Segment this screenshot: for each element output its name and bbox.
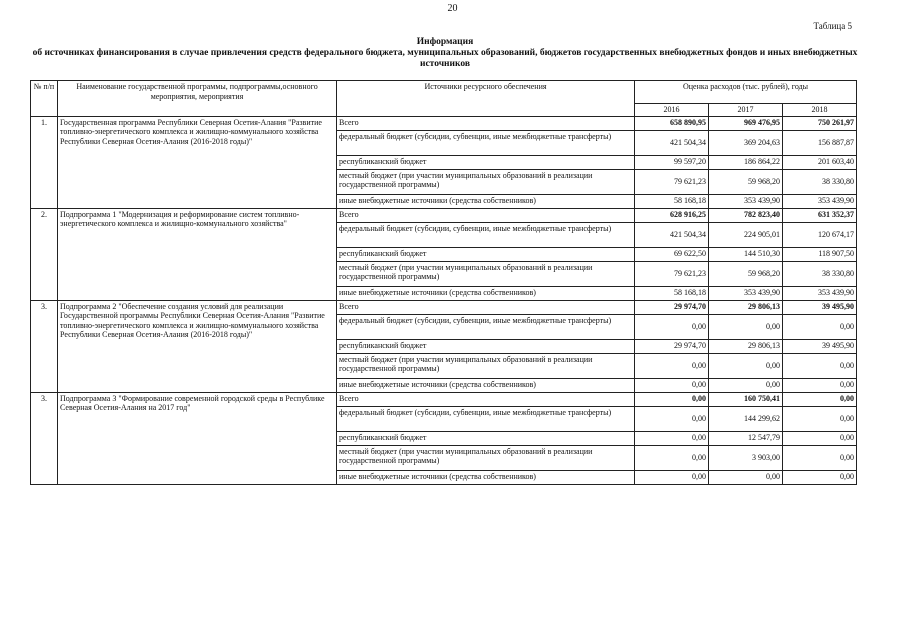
title-heading: Информация xyxy=(416,37,474,47)
amount-2018: 38 330,80 xyxy=(783,261,857,286)
program-name: Подпрограмма 3 "Формирование современной городской среды в Республике Северная Осетия-Алания на 2017 год" xyxy=(58,392,337,484)
amount-2016: 628 916,25 xyxy=(635,208,709,222)
amount-2018: 0,00 xyxy=(783,392,857,406)
amount-2018: 0,00 xyxy=(783,406,857,431)
header-year-2018: 2018 xyxy=(783,104,857,117)
funding-source: местный бюджет (при участии муниципальных образований в реализации государственной программы) xyxy=(337,169,635,194)
funding-source: федеральный бюджет (субсидии, субвенции, иные межбюджетные трансферты) xyxy=(337,222,635,247)
row-number: 3. xyxy=(31,392,58,484)
amount-2017: 353 439,90 xyxy=(709,286,783,300)
amount-2017: 0,00 xyxy=(709,470,783,484)
amount-2018: 750 261,97 xyxy=(783,116,857,130)
row-number: 2. xyxy=(31,208,58,300)
amount-2016: 0,00 xyxy=(635,378,709,392)
amount-2017: 59 968,20 xyxy=(709,169,783,194)
amount-2017: 353 439,90 xyxy=(709,194,783,208)
amount-2016: 0,00 xyxy=(635,470,709,484)
amount-2018: 0,00 xyxy=(783,353,857,378)
amount-2017: 29 806,13 xyxy=(709,339,783,353)
amount-2018: 353 439,90 xyxy=(783,286,857,300)
amount-2017: 0,00 xyxy=(709,353,783,378)
amount-2016: 0,00 xyxy=(635,431,709,445)
funding-source: республиканский бюджет xyxy=(337,247,635,261)
table-row xyxy=(31,208,857,222)
funding-source: иные внебюджетные источники (средства собственников) xyxy=(337,194,635,208)
amount-2017: 144 299,62 xyxy=(709,406,783,431)
financing-table xyxy=(30,80,857,485)
table-row xyxy=(31,392,857,406)
row-number: 1. xyxy=(31,116,58,208)
amount-2017: 29 806,13 xyxy=(709,300,783,314)
funding-source: иные внебюджетные источники (средства собственников) xyxy=(337,470,635,484)
funding-source: местный бюджет (при участии муниципальных образований в реализации государственной программы) xyxy=(337,353,635,378)
amount-2018: 0,00 xyxy=(783,378,857,392)
amount-2017: 0,00 xyxy=(709,378,783,392)
amount-2016: 58 168,18 xyxy=(635,194,709,208)
amount-2018: 39 495,90 xyxy=(783,339,857,353)
table-body xyxy=(31,81,857,485)
amount-2018: 39 495,90 xyxy=(783,300,857,314)
funding-source: местный бюджет (при участии муниципальных образований в реализации государственной программы) xyxy=(337,445,635,470)
table-row xyxy=(31,116,857,130)
header-source: Источники ресурсного обеспечения xyxy=(337,81,635,117)
amount-2018: 38 330,80 xyxy=(783,169,857,194)
amount-2017: 782 823,40 xyxy=(709,208,783,222)
funding-source: республиканский бюджет xyxy=(337,339,635,353)
amount-2016: 69 622,50 xyxy=(635,247,709,261)
header-row xyxy=(31,81,857,104)
amount-2016: 0,00 xyxy=(635,392,709,406)
funding-source: Всего xyxy=(337,208,635,222)
amount-2018: 201 603,40 xyxy=(783,155,857,169)
amount-2016: 0,00 xyxy=(635,406,709,431)
amount-2018: 631 352,37 xyxy=(783,208,857,222)
table-row xyxy=(31,300,857,314)
amount-2016: 29 974,70 xyxy=(635,339,709,353)
amount-2018: 156 887,87 xyxy=(783,130,857,155)
amount-2016: 658 890,95 xyxy=(635,116,709,130)
amount-2018: 118 907,50 xyxy=(783,247,857,261)
amount-2018: 353 439,90 xyxy=(783,194,857,208)
amount-2016: 58 168,18 xyxy=(635,286,709,300)
amount-2016: 421 504,34 xyxy=(635,130,709,155)
amount-2017: 969 476,95 xyxy=(709,116,783,130)
funding-source: республиканский бюджет xyxy=(337,155,635,169)
header-name: Наименование государственной программы, подпрограммы,основного мероприятия, мероприятия xyxy=(58,81,337,117)
program-name: Государственная программа Республики Северная Осетия-Алания "Развитие топливно-энергетического комплекса и жилищно-коммунального хозяйства Республики Северная Осетия-Алания (2016-2018 годы)" xyxy=(58,116,337,208)
document-title xyxy=(30,37,860,70)
header-year-2016: 2016 xyxy=(635,104,709,117)
amount-2016: 99 597,20 xyxy=(635,155,709,169)
amount-2016: 0,00 xyxy=(635,314,709,339)
amount-2017: 0,00 xyxy=(709,314,783,339)
table-label: Таблица 5 xyxy=(813,21,852,31)
amount-2016: 79 621,23 xyxy=(635,261,709,286)
title-subheading: об источниках финансирования в случае привлечения средств федерального бюджета, муниципальных образований, бюджетов государственных внебюджетных фондов и иных внебюджетных источников xyxy=(32,48,858,69)
header-year-2017: 2017 xyxy=(709,104,783,117)
amount-2018: 0,00 xyxy=(783,431,857,445)
amount-2017: 59 968,20 xyxy=(709,261,783,286)
amount-2016: 0,00 xyxy=(635,445,709,470)
amount-2017: 224 905,01 xyxy=(709,222,783,247)
funding-source: иные внебюджетные источники (средства собственников) xyxy=(337,286,635,300)
header-estimate: Оценка расходов (тыс. рублей), годы xyxy=(635,81,857,104)
funding-source: иные внебюджетные источники (средства собственников) xyxy=(337,378,635,392)
row-number: 3. xyxy=(31,300,58,392)
amount-2017: 160 750,41 xyxy=(709,392,783,406)
funding-source: федеральный бюджет (субсидии, субвенции, иные межбюджетные трансферты) xyxy=(337,314,635,339)
program-name: Подпрограмма 1 "Модернизация и реформирование систем топливно-энергетического комплекса и жилищно-коммунального хозяйства" xyxy=(58,208,337,300)
page-number: 20 xyxy=(447,3,458,14)
amount-2018: 0,00 xyxy=(783,445,857,470)
funding-source: Всего xyxy=(337,392,635,406)
amount-2017: 369 204,63 xyxy=(709,130,783,155)
funding-source: федеральный бюджет (субсидии, субвенции, иные межбюджетные трансферты) xyxy=(337,130,635,155)
amount-2016: 421 504,34 xyxy=(635,222,709,247)
funding-source: Всего xyxy=(337,300,635,314)
funding-source: Всего xyxy=(337,116,635,130)
funding-source: федеральный бюджет (субсидии, субвенции, иные межбюджетные трансферты) xyxy=(337,406,635,431)
amount-2016: 29 974,70 xyxy=(635,300,709,314)
header-num: № п/п xyxy=(31,81,58,117)
amount-2016: 0,00 xyxy=(635,353,709,378)
amount-2018: 120 674,17 xyxy=(783,222,857,247)
amount-2016: 79 621,23 xyxy=(635,169,709,194)
amount-2017: 144 510,30 xyxy=(709,247,783,261)
amount-2017: 12 547,79 xyxy=(709,431,783,445)
program-name: Подпрограмма 2 "Обеспечение создания условий для реализации Государственной программы Республики Северная Осетия-Алания "Развитие топливно-энергетического комплекса и жилищно-коммунального хозяйства Республики Северная Осетия-Алания (2016-2018 годы)" xyxy=(58,300,337,392)
funding-source: местный бюджет (при участии муниципальных образований в реализации государственной программы) xyxy=(337,261,635,286)
funding-source: республиканский бюджет xyxy=(337,431,635,445)
amount-2017: 186 864,22 xyxy=(709,155,783,169)
amount-2018: 0,00 xyxy=(783,470,857,484)
amount-2017: 3 903,00 xyxy=(709,445,783,470)
amount-2018: 0,00 xyxy=(783,314,857,339)
